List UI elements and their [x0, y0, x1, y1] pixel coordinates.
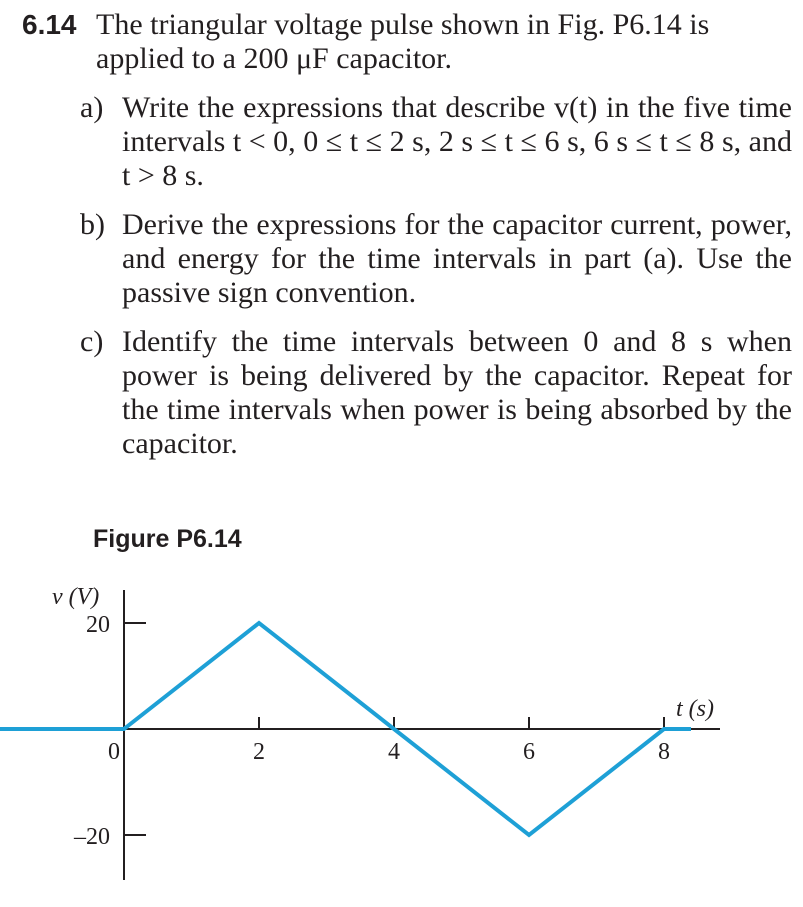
part-a-text: Write the expressions that describe v(t) in the five time intervals t < 0, 0 ≤ t ≤ 2 s, 2 s ≤ t ≤ 6 s, 6 s ≤ t ≤ 8 s, and t > 8 s.: [122, 91, 792, 192]
x-axis-label: t (s): [676, 696, 714, 722]
problem-number: 6.14: [22, 9, 77, 40]
x-tick-label-2: 2: [253, 739, 265, 765]
x-tick-label-4: 4: [388, 739, 400, 765]
y-tick-label--20: –20: [74, 824, 110, 850]
y-axis-label: v (V): [52, 584, 100, 610]
part-a-label: a): [80, 91, 104, 124]
part-b-text: Derive the expressions for the capacitor current, power, and energy for the time intervals in part (a). Use the passive sign convention.: [122, 208, 792, 309]
x-tick-label-8: 8: [658, 739, 670, 765]
part-b-label: b): [80, 208, 105, 241]
problem-stem: The triangular voltage pulse shown in Fig. P6.14 is applied to a 200 μF capacitor.: [96, 8, 710, 75]
figure-caption: Figure P6.14: [93, 525, 242, 553]
y-tick-label-20: 20: [86, 612, 110, 638]
x-tick-label-0: 0: [108, 739, 120, 765]
part-c-label: c): [80, 325, 104, 358]
part-c-text: Identify the time intervals between 0 and 8 s when power is being delivered by the capacitor. Repeat for the time intervals when power is being absorbed by the capacitor.: [122, 325, 792, 460]
x-tick-label-6: 6: [523, 739, 535, 765]
